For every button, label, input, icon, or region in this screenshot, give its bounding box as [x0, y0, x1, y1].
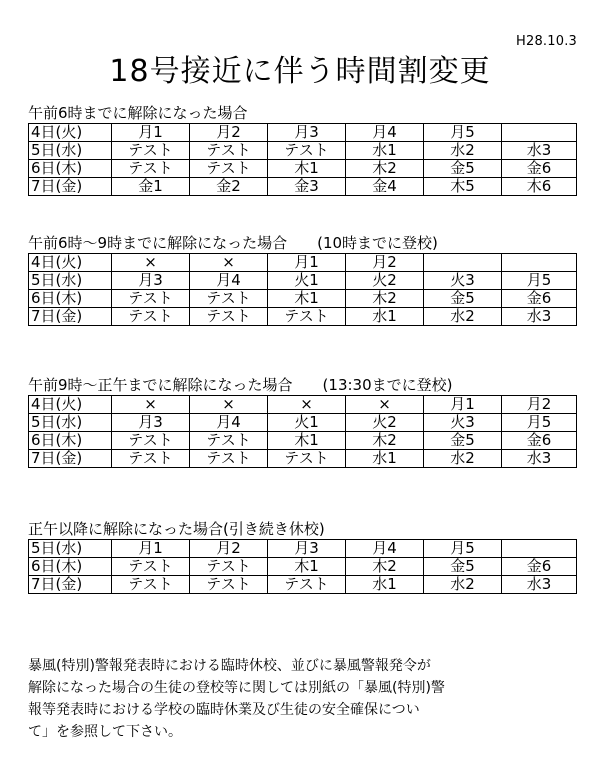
period-cell: テスト	[268, 308, 346, 326]
period-cell: ×	[112, 254, 190, 272]
table-row	[29, 558, 577, 576]
period-cell: テスト	[112, 432, 190, 450]
period-cell: 月1	[112, 540, 190, 558]
section-after-noon	[28, 520, 576, 594]
period-cell: テスト	[190, 576, 268, 594]
period-cell	[424, 254, 502, 272]
period-cell: 月5	[424, 540, 502, 558]
period-cell: 月2	[190, 540, 268, 558]
footer-line: 暴風(特別)警報発表時における臨時休校、並びに暴風警報発令が	[28, 658, 431, 674]
section-6am-to-9am	[28, 234, 576, 326]
table-row	[29, 160, 577, 178]
period-cell: 金6	[502, 558, 577, 576]
period-cell: 火3	[424, 414, 502, 432]
period-cell: ×	[112, 396, 190, 414]
period-cell: 木1	[268, 160, 346, 178]
day-cell: 6日(木)	[29, 432, 112, 450]
section-before-6am	[28, 104, 576, 196]
period-cell: 木6	[502, 178, 577, 196]
table-row	[29, 254, 577, 272]
table-row	[29, 178, 577, 196]
period-cell: 木2	[346, 160, 424, 178]
period-cell: 水2	[424, 142, 502, 160]
section-heading	[28, 104, 576, 123]
period-cell: 水3	[502, 576, 577, 594]
table-row	[29, 124, 577, 142]
table-row	[29, 308, 577, 326]
day-cell: 6日(木)	[29, 558, 112, 576]
table-row	[29, 450, 577, 468]
day-cell: 6日(木)	[29, 290, 112, 308]
table-row	[29, 414, 577, 432]
period-cell: 月3	[268, 124, 346, 142]
section-heading-text: 正午以降に解除になった場合(引き続き休校)	[28, 520, 325, 538]
period-cell: 水2	[424, 450, 502, 468]
day-cell: 4日(火)	[29, 124, 112, 142]
period-cell: 木1	[268, 290, 346, 308]
day-cell: 5日(水)	[29, 540, 112, 558]
period-cell: 火2	[346, 272, 424, 290]
period-cell: テスト	[112, 576, 190, 594]
section-heading-text: 午前6時～9時までに解除になった場合	[28, 234, 288, 252]
period-cell: 水1	[346, 308, 424, 326]
period-cell: テスト	[190, 290, 268, 308]
period-cell: 金5	[424, 558, 502, 576]
period-cell: 金6	[502, 290, 577, 308]
period-cell: 月1	[424, 396, 502, 414]
period-cell: 月5	[502, 272, 577, 290]
period-cell: 金2	[190, 178, 268, 196]
period-cell: 月4	[346, 124, 424, 142]
period-cell: 月5	[502, 414, 577, 432]
period-cell: ×	[346, 396, 424, 414]
period-cell: 金6	[502, 160, 577, 178]
schedule-table	[28, 395, 577, 468]
section-heading-text: 午前9時～正午までに解除になった場合	[28, 376, 293, 394]
period-cell: ×	[190, 254, 268, 272]
period-cell: テスト	[112, 160, 190, 178]
period-cell: 水1	[346, 576, 424, 594]
period-cell: テスト	[190, 450, 268, 468]
period-cell: 月2	[190, 124, 268, 142]
period-cell: 月1	[268, 254, 346, 272]
period-cell: テスト	[190, 160, 268, 178]
footer-line: 解除になった場合の生徒の登校等に関しては別紙の「暴風(特別)警	[28, 680, 445, 696]
period-cell: 月2	[502, 396, 577, 414]
day-cell: 7日(金)	[29, 576, 112, 594]
day-cell: 5日(水)	[29, 414, 112, 432]
section-heading-note: (13:30までに登校)	[322, 376, 453, 394]
period-cell: 金4	[346, 178, 424, 196]
day-cell: 7日(金)	[29, 178, 112, 196]
period-cell: テスト	[112, 450, 190, 468]
period-cell: テスト	[112, 290, 190, 308]
period-cell: テスト	[112, 308, 190, 326]
table-row	[29, 576, 577, 594]
period-cell: テスト	[190, 558, 268, 576]
period-cell: 月3	[112, 272, 190, 290]
period-cell: テスト	[190, 308, 268, 326]
period-cell: 木1	[268, 432, 346, 450]
period-cell: 月2	[346, 254, 424, 272]
table-row	[29, 432, 577, 450]
period-cell: 木5	[424, 178, 502, 196]
section-heading	[28, 376, 576, 395]
section-9am-to-noon	[28, 376, 576, 468]
period-cell: 水3	[502, 308, 577, 326]
page-title: 18号接近に伴う時間割変更	[109, 54, 491, 89]
period-cell: 火3	[424, 272, 502, 290]
period-cell: 金5	[424, 160, 502, 178]
day-cell: 4日(火)	[29, 254, 112, 272]
period-cell: テスト	[190, 142, 268, 160]
table-row	[29, 396, 577, 414]
period-cell	[502, 254, 577, 272]
day-cell: 4日(火)	[29, 396, 112, 414]
footer-line: て」を参照して下さい。	[28, 724, 182, 740]
section-heading	[28, 234, 576, 253]
table-row	[29, 540, 577, 558]
period-cell: 木1	[268, 558, 346, 576]
period-cell: テスト	[268, 576, 346, 594]
period-cell	[502, 124, 577, 142]
period-cell: 火1	[268, 414, 346, 432]
period-cell: 月4	[190, 272, 268, 290]
period-cell: 木2	[346, 290, 424, 308]
day-cell: 5日(水)	[29, 142, 112, 160]
footer-note	[28, 655, 574, 743]
period-cell: 月1	[112, 124, 190, 142]
period-cell: 水1	[346, 142, 424, 160]
period-cell: 月4	[346, 540, 424, 558]
schedule-table	[28, 253, 577, 326]
period-cell: 金5	[424, 432, 502, 450]
period-cell	[502, 540, 577, 558]
period-cell: 金5	[424, 290, 502, 308]
period-cell: テスト	[112, 558, 190, 576]
period-cell: 水2	[424, 576, 502, 594]
period-cell: 金6	[502, 432, 577, 450]
period-cell: 火1	[268, 272, 346, 290]
period-cell: テスト	[190, 432, 268, 450]
period-cell: 金1	[112, 178, 190, 196]
section-heading-text: 午前6時までに解除になった場合	[28, 104, 248, 122]
table-row	[29, 142, 577, 160]
section-heading	[28, 520, 576, 539]
period-cell: ×	[190, 396, 268, 414]
period-cell: 水3	[502, 450, 577, 468]
table-row	[29, 272, 577, 290]
period-cell: 金3	[268, 178, 346, 196]
day-cell: 6日(木)	[29, 160, 112, 178]
schedule-table	[28, 539, 577, 594]
section-heading-note: (10時までに登校)	[317, 234, 438, 252]
period-cell: 月4	[190, 414, 268, 432]
period-cell: 木2	[346, 432, 424, 450]
period-cell: テスト	[268, 142, 346, 160]
footer-line: 報等発表時における学校の臨時休業及び生徒の安全確保につい	[28, 702, 420, 718]
period-cell: 水2	[424, 308, 502, 326]
schedule-table	[28, 123, 577, 196]
day-cell: 7日(金)	[29, 308, 112, 326]
day-cell: 5日(水)	[29, 272, 112, 290]
period-cell: 火2	[346, 414, 424, 432]
period-cell: テスト	[268, 450, 346, 468]
period-cell: 月3	[268, 540, 346, 558]
period-cell: 木2	[346, 558, 424, 576]
date-label: H28.10.3	[516, 34, 577, 49]
period-cell: 水3	[502, 142, 577, 160]
period-cell: 月5	[424, 124, 502, 142]
period-cell: 月3	[112, 414, 190, 432]
table-row	[29, 290, 577, 308]
day-cell: 7日(金)	[29, 450, 112, 468]
period-cell: 水1	[346, 450, 424, 468]
period-cell: テスト	[112, 142, 190, 160]
period-cell: ×	[268, 396, 346, 414]
